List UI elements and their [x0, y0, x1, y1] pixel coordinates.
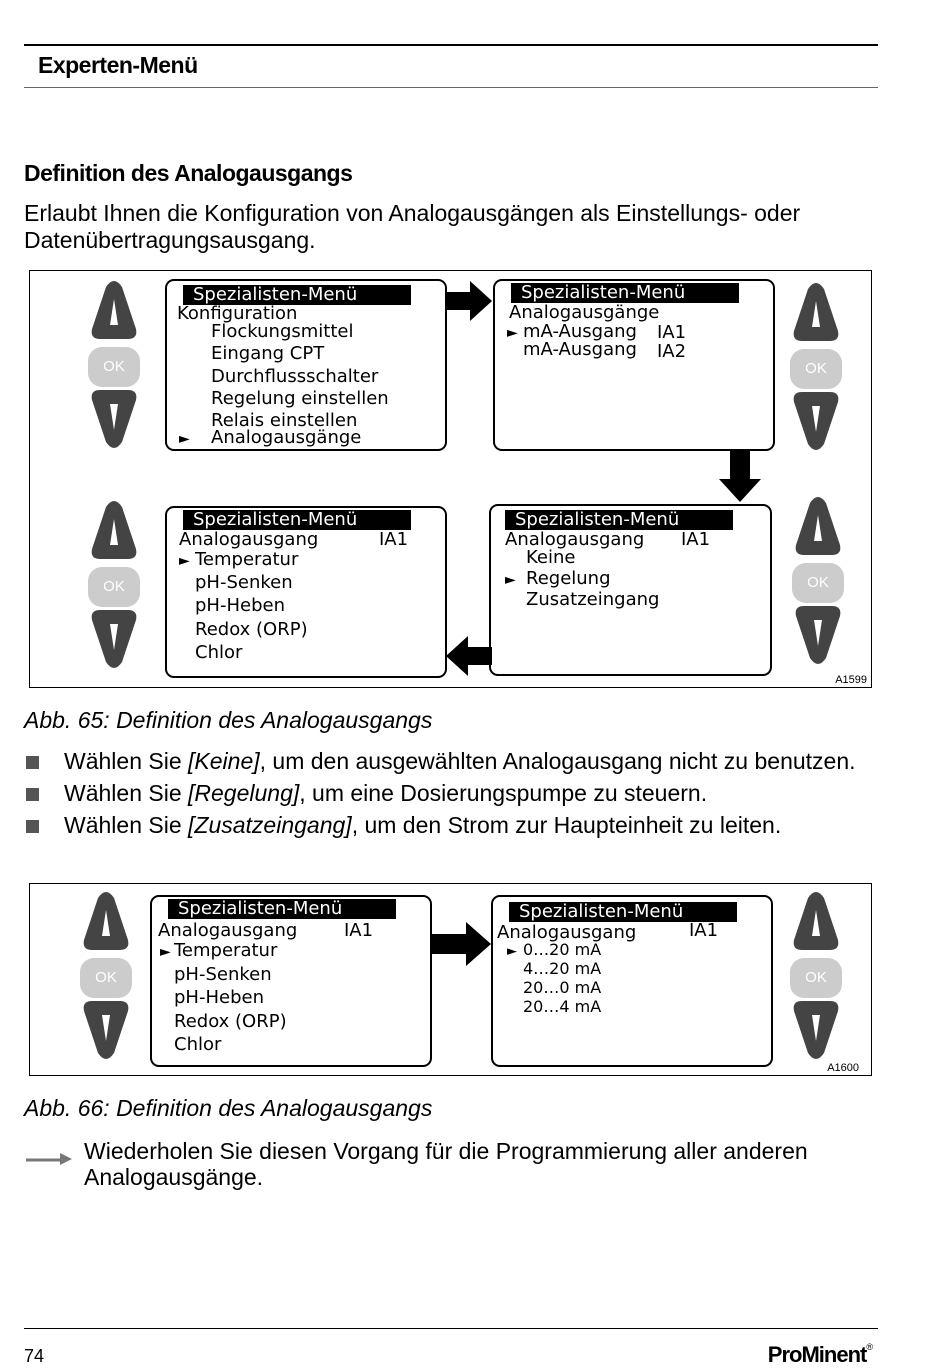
list-item: Wählen Sie [Zusatzeingang], um den Strom zur Haupteinheit zu leiten.: [24, 812, 884, 838]
selection-marker-icon: ►: [160, 944, 171, 960]
header-top-rule: [24, 44, 878, 46]
menu-item-value: IA2: [657, 341, 687, 362]
screen-heading-value: IA1: [681, 529, 711, 550]
figure-caption: Abb. 65: Definition des Analogausgangs: [24, 707, 433, 733]
menu-item-selected[interactable]: Temperatur: [174, 940, 278, 961]
screen-title-bar: Spezialisten-Menü: [183, 510, 411, 530]
ok-button[interactable]: OK: [792, 563, 844, 603]
menu-item-selected[interactable]: 0…20 mA: [523, 940, 602, 959]
screen-title-bar: Spezialisten-Menü: [505, 510, 733, 530]
screen-signalbereich: [491, 895, 773, 1067]
bullet-square-icon: [26, 788, 39, 801]
screen-heading-value: IA1: [379, 529, 409, 550]
selection-marker-icon: ►: [179, 431, 190, 447]
menu-item-selected[interactable]: Temperatur: [195, 549, 299, 570]
screen-heading: Analogausgang: [158, 920, 298, 941]
page-number: 74: [24, 1346, 45, 1366]
keypad-right: [790, 890, 850, 1066]
ok-button[interactable]: OK: [790, 349, 842, 389]
up-key-icon[interactable]: [792, 495, 844, 557]
menu-item[interactable]: Durchflussschalter: [211, 366, 379, 387]
keypad-left-bottom: [88, 499, 148, 675]
menu-item[interactable]: Redox (ORP): [195, 619, 308, 640]
screen-heading: Analogausgang: [497, 922, 637, 943]
up-key-icon[interactable]: [790, 890, 842, 952]
keypad-left: [80, 890, 140, 1066]
screen-heading: Analogausgang: [179, 529, 319, 550]
menu-item[interactable]: Relais einstellen: [211, 410, 358, 431]
ok-button[interactable]: OK: [80, 958, 132, 998]
menu-item[interactable]: Redox (ORP): [174, 1011, 287, 1032]
screen-heading-value: IA1: [689, 920, 719, 941]
down-key-icon[interactable]: [88, 608, 140, 670]
page-header-title: Experten-Menü: [38, 52, 198, 78]
list-item: Wählen Sie [Regelung], um eine Dosierungspumpe zu steuern.: [24, 780, 884, 806]
ok-button[interactable]: OK: [88, 347, 140, 387]
flow-arrow-icon: [432, 922, 492, 966]
section-intro: Erlaubt Ihnen die Konfiguration von Analogausgängen als Einstellungs- oder Datenübertragungsausgang.: [24, 200, 801, 253]
selection-marker-icon: ►: [505, 572, 516, 588]
down-key-icon[interactable]: [88, 388, 140, 450]
flow-arrow-icon: [718, 451, 762, 503]
screen-analogausgaenge: [493, 279, 775, 451]
menu-item[interactable]: 4…20 mA: [523, 959, 602, 978]
selection-marker-icon: ►: [507, 944, 517, 959]
menu-item[interactable]: Keine: [526, 547, 576, 568]
menu-item[interactable]: Regelung einstellen: [211, 388, 389, 409]
keypad-right-top: [790, 281, 850, 457]
figure-caption: Abb. 66: Definition des Analogausgangs: [24, 1095, 433, 1121]
screen-analogausgang-quelle: [165, 506, 447, 678]
screen-heading-value: IA1: [344, 920, 374, 941]
menu-item-selected[interactable]: Regelung: [526, 568, 611, 589]
figure-65: [29, 270, 872, 688]
menu-item[interactable]: Eingang CPT: [211, 343, 325, 364]
bullet-square-icon: [26, 756, 39, 769]
menu-item[interactable]: pH-Heben: [195, 595, 285, 616]
screen-heading: Analogausgänge: [509, 302, 660, 323]
section-title: Definition des Analogausgangs: [24, 160, 353, 186]
figure-id: A1599: [835, 674, 867, 686]
header-bottom-rule: [24, 87, 878, 88]
menu-item[interactable]: Flockungsmittel: [211, 321, 354, 342]
menu-item[interactable]: Zusatzeingang: [526, 589, 660, 610]
menu-item[interactable]: pH-Heben: [174, 987, 264, 1008]
screen-analogausgang-quelle: [150, 895, 432, 1067]
up-key-icon[interactable]: [80, 890, 132, 952]
down-key-icon[interactable]: [80, 999, 132, 1061]
menu-item-value: IA1: [657, 322, 687, 343]
screen-title-bar: Spezialisten-Menü: [509, 902, 737, 922]
result-arrow-icon: [24, 1148, 74, 1168]
down-key-icon[interactable]: [792, 604, 844, 666]
bullet-list: [24, 748, 884, 844]
up-key-icon[interactable]: [88, 279, 140, 341]
screen-title-bar: Spezialisten-Menü: [183, 285, 411, 305]
note-text: Wiederholen Sie diesen Vorgang für die Programmierung aller anderen Analogausgänge.: [84, 1138, 808, 1190]
screen-title-bar: Spezialisten-Menü: [168, 899, 396, 919]
menu-item-selected[interactable]: Analogausgänge: [211, 427, 362, 448]
menu-item[interactable]: 20…4 mA: [523, 997, 602, 1016]
menu-item[interactable]: Chlor: [174, 1034, 222, 1055]
ok-button[interactable]: OK: [88, 567, 140, 607]
down-key-icon[interactable]: [790, 999, 842, 1061]
keypad-right-bottom: [792, 495, 852, 671]
brand-logo: ProMinent®: [767, 1342, 872, 1367]
menu-item[interactable]: pH-Senken: [174, 964, 272, 985]
menu-item[interactable]: 20…0 mA: [523, 978, 602, 997]
selection-marker-icon: ►: [507, 325, 518, 341]
ok-button[interactable]: OK: [790, 958, 842, 998]
menu-item[interactable]: mA-Ausgang: [523, 339, 637, 360]
flow-arrow-icon: [446, 281, 494, 321]
menu-item[interactable]: Chlor: [195, 642, 243, 663]
figure-66: [29, 883, 872, 1076]
flow-arrow-icon: [446, 636, 492, 676]
list-item: Wählen Sie [Keine], um den ausgewählten Analogausgang nicht zu benutzen.: [24, 748, 884, 774]
figure-id: A1600: [827, 1062, 859, 1074]
keypad-left-top: [88, 279, 148, 455]
menu-item-selected[interactable]: mA-Ausgang: [523, 321, 637, 342]
screen-heading: Konfiguration: [177, 303, 298, 324]
footer-rule: [24, 1328, 878, 1329]
up-key-icon[interactable]: [790, 281, 842, 343]
screen-title-bar: Spezialisten-Menü: [511, 283, 739, 303]
selection-marker-icon: ►: [179, 553, 190, 569]
screen-konfiguration: [165, 279, 447, 451]
menu-item[interactable]: pH-Senken: [195, 572, 293, 593]
up-key-icon[interactable]: [88, 499, 140, 561]
screen-heading: Analogausgang: [505, 529, 645, 550]
bullet-square-icon: [26, 820, 39, 833]
down-key-icon[interactable]: [790, 390, 842, 452]
screen-analogausgang-modus: [489, 504, 772, 676]
